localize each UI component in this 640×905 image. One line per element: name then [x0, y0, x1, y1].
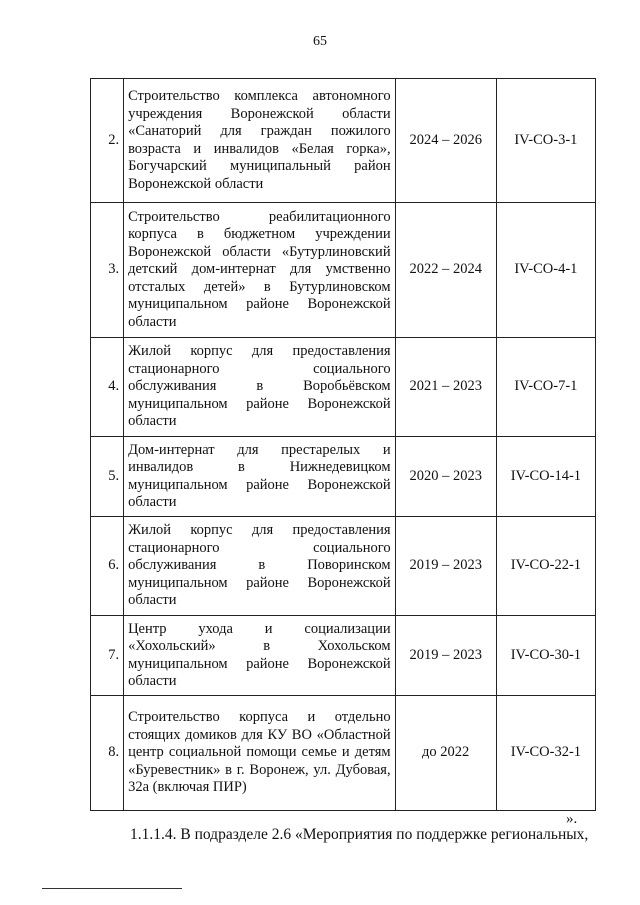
table-row — [91, 437, 596, 517]
event-period: 2020 – 2023 — [395, 437, 496, 517]
events-table — [90, 78, 596, 811]
row-number: 6. — [91, 517, 124, 616]
event-name: Жилой корпус для предоставления стационарного социального обслуживания в Поворинском муниципальном районе Воронежской области — [124, 517, 396, 616]
row-number: 3. — [91, 203, 124, 338]
event-name: Строительство комплекса автономного учреждения Воронежской области «Санаторий для граждан пожилого возраста и инвалидов «Белая горка», Богучарский муниципальный район Воронежской области — [124, 79, 396, 203]
event-name: Дом-интернат для престарелых и инвалидов в Нижнедевицком муниципальном районе Воронежской области — [124, 437, 396, 517]
event-code: IV-CO-30-1 — [496, 616, 595, 696]
body-paragraph: 1.1.1.4. В подразделе 2.6 «Мероприятия по поддержке региональных, — [130, 826, 589, 843]
row-number: 8. — [91, 696, 124, 811]
table-row — [91, 203, 596, 338]
event-period: 2022 – 2024 — [395, 203, 496, 338]
event-period: 2019 – 2023 — [395, 616, 496, 696]
closing-quote: ». — [566, 811, 578, 827]
event-name: Жилой корпус для предоставления стационарного социального обслуживания в Воробьёвском муниципальном районе Воронежской области — [124, 338, 396, 437]
table-row — [91, 616, 596, 696]
table-row — [91, 338, 596, 437]
event-code: IV-CO-22-1 — [496, 517, 595, 616]
row-number: 5. — [91, 437, 124, 517]
event-code: IV-CO-7-1 — [496, 338, 595, 437]
event-code: IV-CO-14-1 — [496, 437, 595, 517]
table-row — [91, 79, 596, 203]
event-period: 2021 – 2023 — [395, 338, 496, 437]
event-code: IV-CO-4-1 — [496, 203, 595, 338]
event-name: Строительство реабилитационного корпуса в бюджетном учреждении Воронежской области «Бутурлиновский детский дом-интернат для умственно отсталых детей» в Бутурлиновском муниципальном районе Воронежской области — [124, 203, 396, 338]
footnote-divider — [42, 888, 182, 889]
event-period: 2024 – 2026 — [395, 79, 496, 203]
event-period: до 2022 — [395, 696, 496, 811]
event-period: 2019 – 2023 — [395, 517, 496, 616]
event-name: Строительство корпуса и отдельно стоящих домиков для КУ ВО «Областной центр социальной помощи семье и детям «Буревестник» в г. Воронеж, ул. Дубовая, 32а (включая ПИР) — [124, 696, 396, 811]
table-row — [91, 517, 596, 616]
event-name: Центр ухода и социализации «Хохольский» в Хохольском муниципальном районе Воронежской области — [124, 616, 396, 696]
row-number: 4. — [91, 338, 124, 437]
event-code: IV-CO-3-1 — [496, 79, 595, 203]
row-number: 7. — [91, 616, 124, 696]
event-code: IV-CO-32-1 — [496, 696, 595, 811]
table-row — [91, 696, 596, 811]
row-number: 2. — [91, 79, 124, 203]
page-number: 65 — [313, 34, 327, 49]
